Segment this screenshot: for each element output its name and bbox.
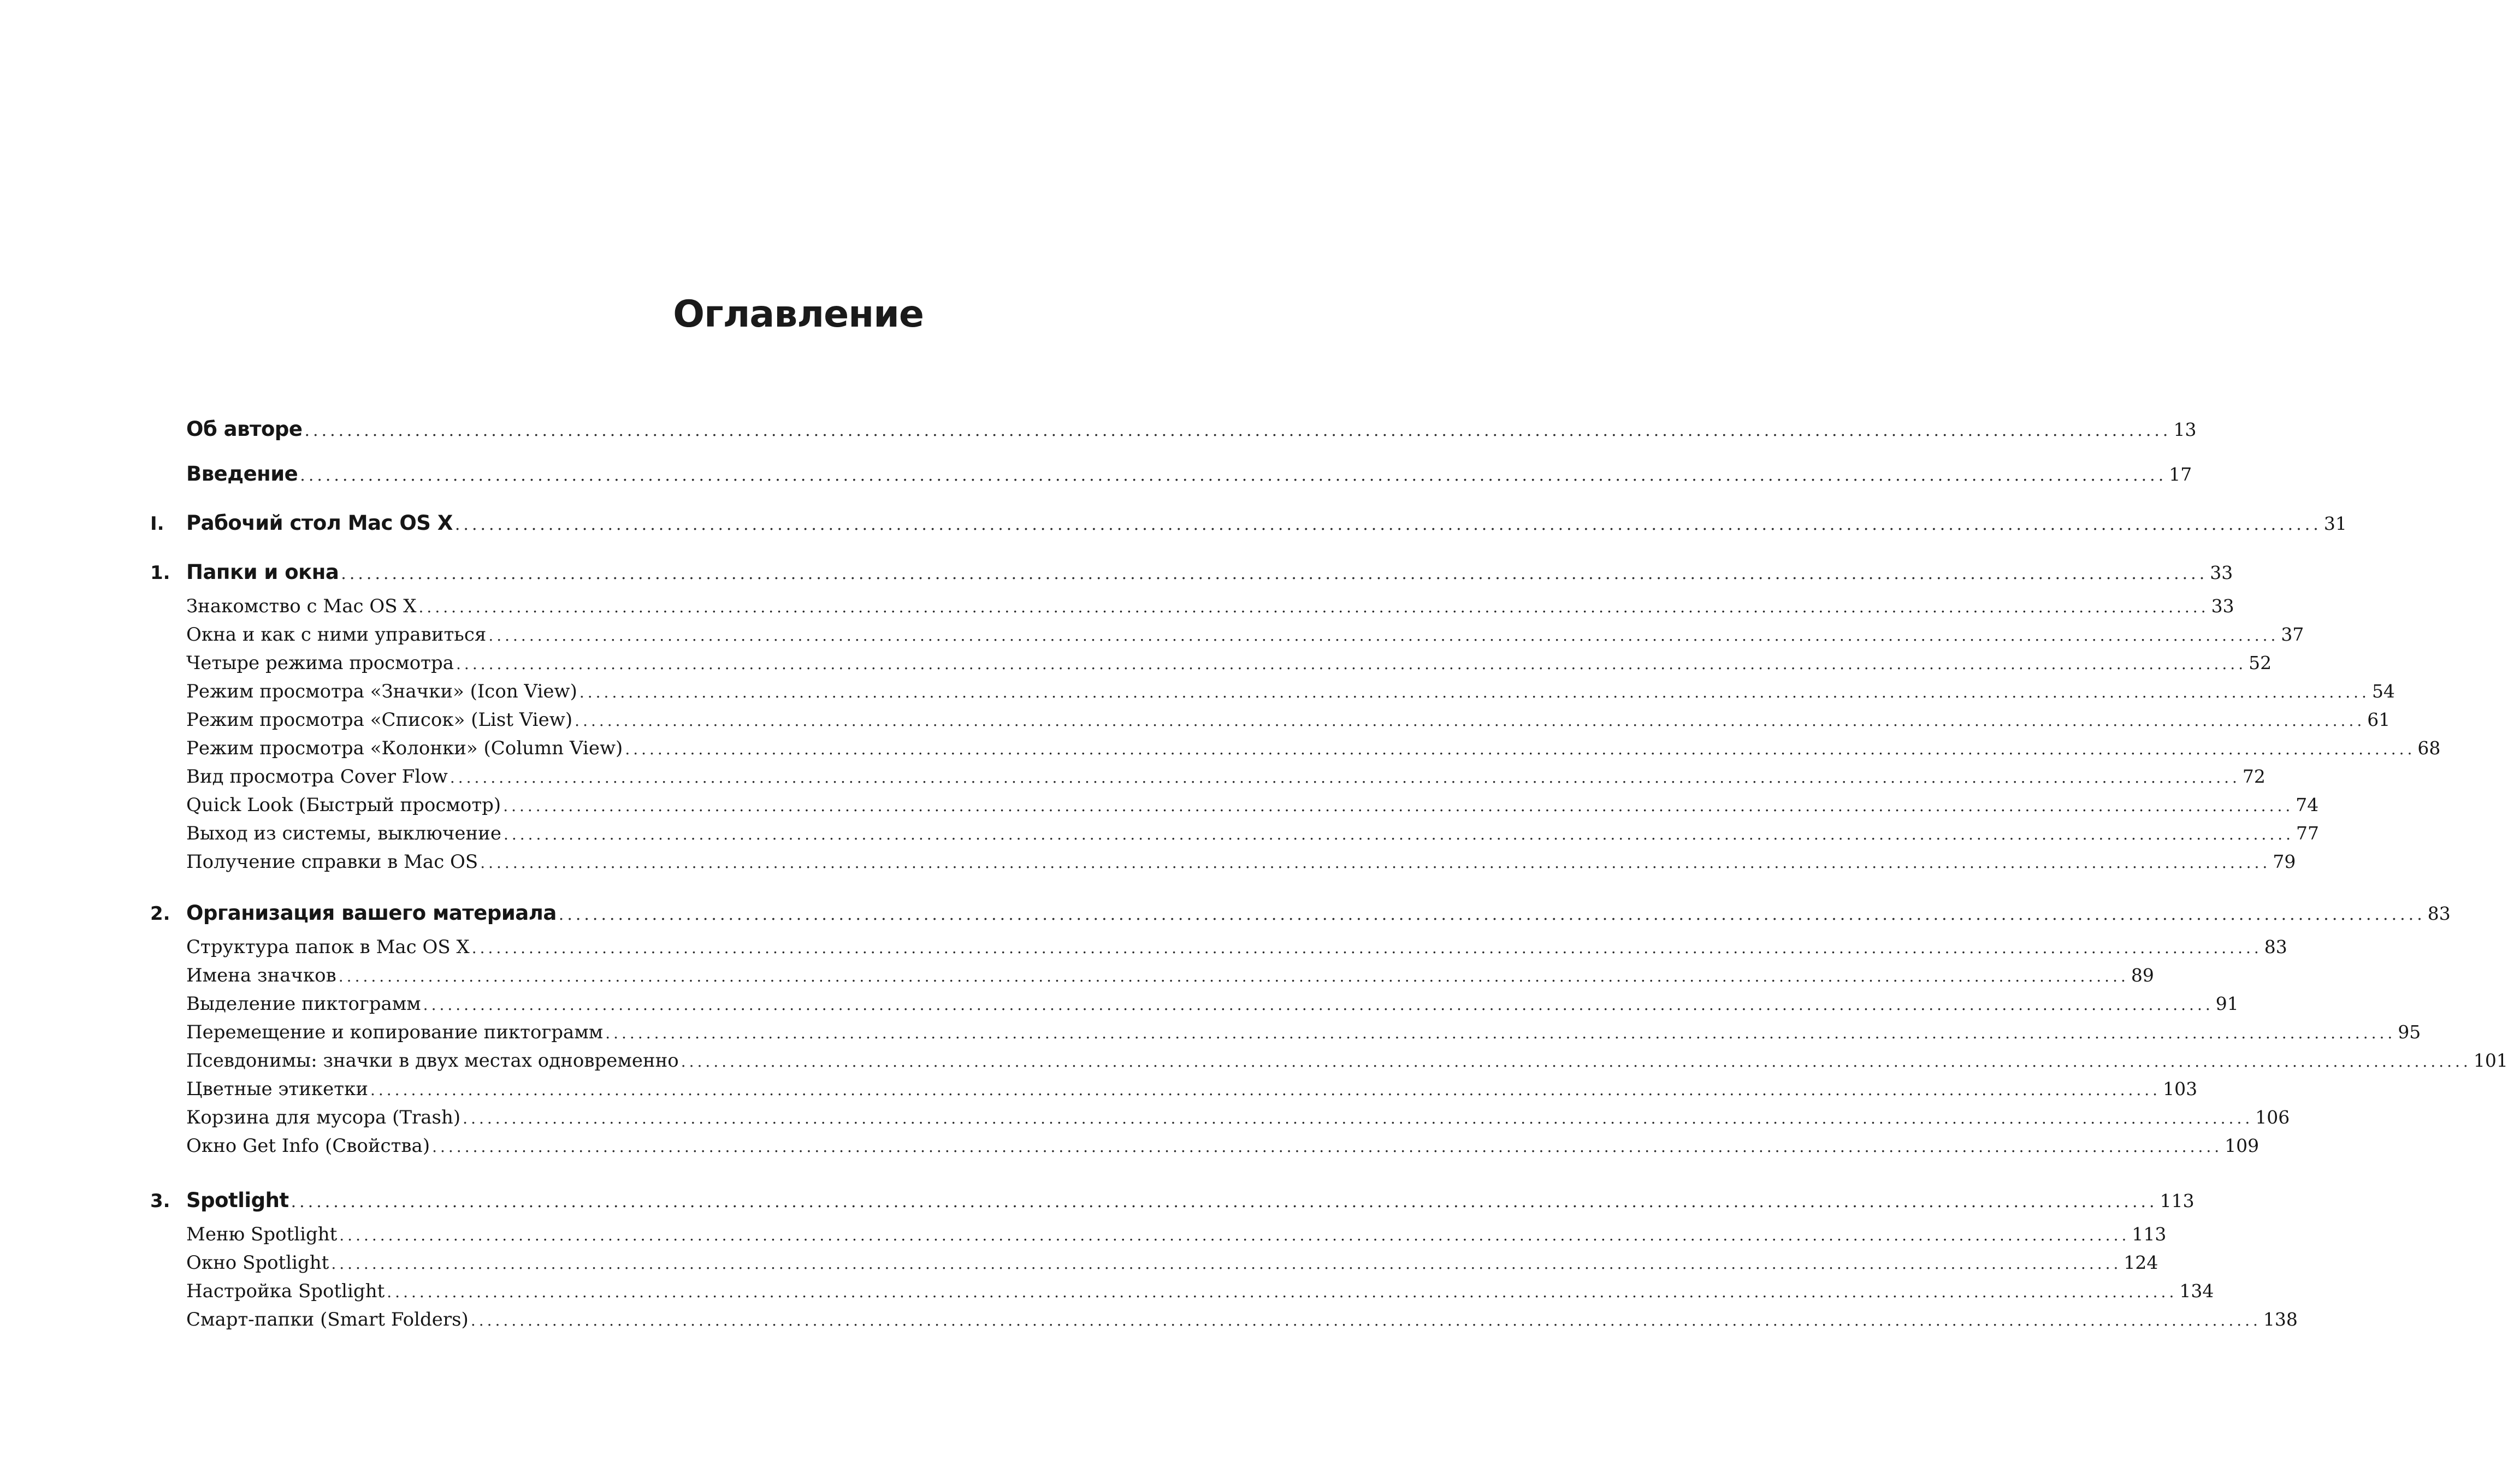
toc-section[interactable] bbox=[150, 851, 2296, 879]
toc-page-number: 68 bbox=[2417, 737, 2441, 759]
toc-section[interactable] bbox=[150, 709, 2391, 737]
dot-leader: ............................................................................................................................................................................................................................ bbox=[339, 1226, 2130, 1244]
toc-section[interactable] bbox=[150, 823, 2320, 851]
toc-page-number: 106 bbox=[2255, 1107, 2290, 1128]
dot-leader: ............................................................................................................................................................................................................................ bbox=[387, 1283, 2178, 1301]
toc-chapter-2[interactable] bbox=[150, 901, 2451, 930]
toc-chapter-1[interactable] bbox=[150, 560, 2233, 589]
page-title: Оглавление bbox=[673, 293, 924, 336]
dot-leader: ............................................................................................................................................................................................................................ bbox=[470, 1311, 2261, 1329]
toc-page-number: 74 bbox=[2296, 794, 2319, 815]
toc-section[interactable] bbox=[150, 1252, 2158, 1280]
dot-leader: ............................................................................................................................................................................................................................ bbox=[463, 1109, 2253, 1127]
toc-page-number: 31 bbox=[2323, 513, 2347, 534]
toc-page-number: 33 bbox=[2210, 562, 2233, 583]
toc-chapter-number: 3. bbox=[150, 1190, 170, 1212]
toc-page-number: 54 bbox=[2371, 681, 2395, 702]
toc-entry-title: Spotlight bbox=[186, 1189, 289, 1212]
toc-entry-title: Структура папок в Mac OS X bbox=[186, 936, 470, 958]
toc-entry-title: Меню Spotlight bbox=[186, 1223, 338, 1245]
toc-entry-title: Корзина для мусора (Trash) bbox=[186, 1107, 461, 1128]
toc-entry-title: Четыре режима просмотра bbox=[186, 652, 454, 674]
toc-entry-title: Выход из системы, выключение bbox=[186, 823, 501, 844]
toc-section[interactable] bbox=[150, 794, 2319, 823]
toc-section[interactable] bbox=[150, 652, 2272, 681]
toc-chapter-number: 1. bbox=[150, 562, 170, 584]
toc-page-number: 101 bbox=[2473, 1050, 2508, 1071]
toc-section[interactable] bbox=[150, 1021, 2421, 1050]
toc-entry-title: Знакомство с Mac OS X bbox=[186, 595, 417, 617]
dot-leader: ............................................................................................................................................................................................................................ bbox=[575, 712, 2365, 730]
toc-page-number: 113 bbox=[2132, 1223, 2167, 1245]
toc-entry-title: Об авторе bbox=[186, 417, 303, 441]
toc-chapter-3[interactable] bbox=[150, 1189, 2194, 1217]
dot-leader: ............................................................................................................................................................................................................................ bbox=[471, 939, 2262, 957]
toc-entry-title: Настройка Spotlight bbox=[186, 1280, 385, 1302]
toc-section[interactable] bbox=[150, 1107, 2290, 1135]
toc-entry-title: Режим просмотра «Колонки» (Column View) bbox=[186, 737, 623, 759]
toc-page-number: 91 bbox=[2215, 993, 2239, 1014]
toc-entry-title: Получение справки в Mac OS bbox=[186, 851, 478, 873]
toc-entry-title: Режим просмотра «Значки» (Icon View) bbox=[186, 681, 577, 702]
toc-page-number: 61 bbox=[2367, 709, 2391, 730]
dot-leader: ............................................................................................................................................................................................................................ bbox=[503, 797, 2294, 815]
toc-page-number: 77 bbox=[2296, 823, 2320, 844]
toc-section[interactable] bbox=[150, 737, 2441, 766]
dot-leader: ............................................................................................................................................................................................................................ bbox=[480, 854, 2271, 872]
toc-page-number: 113 bbox=[2160, 1190, 2194, 1211]
toc-section[interactable] bbox=[150, 1078, 2198, 1107]
toc-page-number: 13 bbox=[2173, 419, 2197, 440]
dot-leader: ............................................................................................................................................................................................................................ bbox=[291, 1192, 2158, 1211]
dot-leader: ............................................................................................................................................................................................................................ bbox=[338, 967, 2129, 985]
toc-entry-title: Организация вашего материала bbox=[186, 901, 557, 925]
toc-entry-title: Цветные этикетки bbox=[186, 1078, 368, 1100]
toc-entry-title: Окно Spotlight bbox=[186, 1252, 329, 1274]
dot-leader: ............................................................................................................................................................................................................................ bbox=[300, 466, 2167, 485]
dot-leader: ............................................................................................................................................................................................................................ bbox=[503, 825, 2294, 843]
toc-section[interactable] bbox=[150, 624, 2304, 652]
toc-entry-title: Окна и как с ними управиться bbox=[186, 624, 487, 646]
toc-section[interactable] bbox=[150, 1223, 2167, 1252]
toc-entry-title: Имена значков bbox=[186, 965, 336, 986]
toc-section[interactable] bbox=[150, 965, 2154, 993]
dot-leader: ............................................................................................................................................................................................................................ bbox=[625, 740, 2416, 758]
dot-leader: ............................................................................................................................................................................................................................ bbox=[558, 905, 2426, 924]
dot-leader: ............................................................................................................................................................................................................................ bbox=[304, 421, 2172, 440]
dot-leader: ............................................................................................................................................................................................................................ bbox=[432, 1138, 2223, 1156]
toc-part-1[interactable] bbox=[150, 511, 2347, 540]
dot-leader: ............................................................................................................................................................................................................................ bbox=[423, 996, 2214, 1014]
dot-leader: ............................................................................................................................................................................................................................ bbox=[449, 768, 2240, 787]
toc-part-number: I. bbox=[150, 513, 164, 535]
dot-leader: ............................................................................................................................................................................................................................ bbox=[370, 1081, 2161, 1099]
toc-entry-title: Рабочий стол Mac OS X bbox=[186, 511, 453, 535]
toc-section[interactable] bbox=[150, 595, 2234, 624]
toc-section[interactable] bbox=[150, 766, 2266, 794]
dot-leader: ............................................................................................................................................................................................................................ bbox=[488, 626, 2279, 645]
toc-page-number: 52 bbox=[2249, 652, 2272, 673]
toc-page-number: 124 bbox=[2123, 1252, 2158, 1273]
toc-entry-introduction[interactable] bbox=[150, 462, 2192, 490]
toc-chapter-number: 2. bbox=[150, 903, 170, 925]
toc-entry-title: Смарт-папки (Smart Folders) bbox=[186, 1309, 469, 1331]
toc-page-number: 134 bbox=[2179, 1280, 2214, 1302]
toc-page-number: 72 bbox=[2242, 766, 2266, 787]
toc-entry-title: Перемещение и копирование пиктограмм bbox=[186, 1021, 604, 1043]
toc-section[interactable] bbox=[150, 993, 2239, 1021]
toc-entry-title: Введение bbox=[186, 462, 298, 486]
dot-leader: ............................................................................................................................................................................................................................ bbox=[341, 564, 2208, 583]
dot-leader: ............................................................................................................................................................................................................................ bbox=[456, 655, 2247, 673]
toc-entry-title: Папки и окна bbox=[186, 560, 339, 584]
toc-section[interactable] bbox=[150, 1050, 2508, 1078]
toc-entry-title: Вид просмотра Cover Flow bbox=[186, 766, 448, 788]
toc-page-number: 95 bbox=[2398, 1021, 2421, 1043]
toc-page-number: 83 bbox=[2264, 936, 2287, 957]
toc-entry-about-author[interactable] bbox=[150, 417, 2197, 446]
dot-leader: ............................................................................................................................................................................................................................ bbox=[418, 598, 2209, 616]
toc-page-number: 17 bbox=[2169, 464, 2192, 485]
toc-page-number: 79 bbox=[2273, 851, 2296, 872]
toc-entry-title: Quick Look (Быстрый просмотр) bbox=[186, 794, 501, 816]
toc-entry-title: Псевдонимы: значки в двух местах одновременно bbox=[186, 1050, 679, 1072]
toc-section[interactable] bbox=[150, 936, 2287, 965]
dot-leader: ............................................................................................................................................................................................................................ bbox=[681, 1053, 2471, 1071]
toc-entry-title: Выделение пиктограмм bbox=[186, 993, 421, 1015]
toc-page-number: 103 bbox=[2163, 1078, 2198, 1099]
toc-page-number: 89 bbox=[2131, 965, 2154, 986]
toc-section[interactable] bbox=[150, 681, 2395, 709]
toc-entry-title: Окно Get Info (Свойства) bbox=[186, 1135, 430, 1157]
toc-page-number: 83 bbox=[2427, 903, 2451, 924]
toc-page-number: 37 bbox=[2281, 624, 2304, 645]
toc-page-number: 33 bbox=[2211, 595, 2234, 617]
dot-leader: ............................................................................................................................................................................................................................ bbox=[605, 1024, 2396, 1042]
toc-page-number: 109 bbox=[2225, 1135, 2259, 1156]
dot-leader: ............................................................................................................................................................................................................................ bbox=[579, 683, 2370, 701]
dot-leader: ............................................................................................................................................................................................................................ bbox=[454, 515, 2322, 534]
dot-leader: ............................................................................................................................................................................................................................ bbox=[331, 1255, 2122, 1273]
toc-section[interactable] bbox=[150, 1280, 2214, 1309]
toc-section[interactable] bbox=[150, 1135, 2259, 1163]
toc-page-number: 138 bbox=[2263, 1309, 2298, 1330]
toc-section[interactable] bbox=[150, 1309, 2298, 1337]
toc-entry-title: Режим просмотра «Список» (List View) bbox=[186, 709, 573, 731]
